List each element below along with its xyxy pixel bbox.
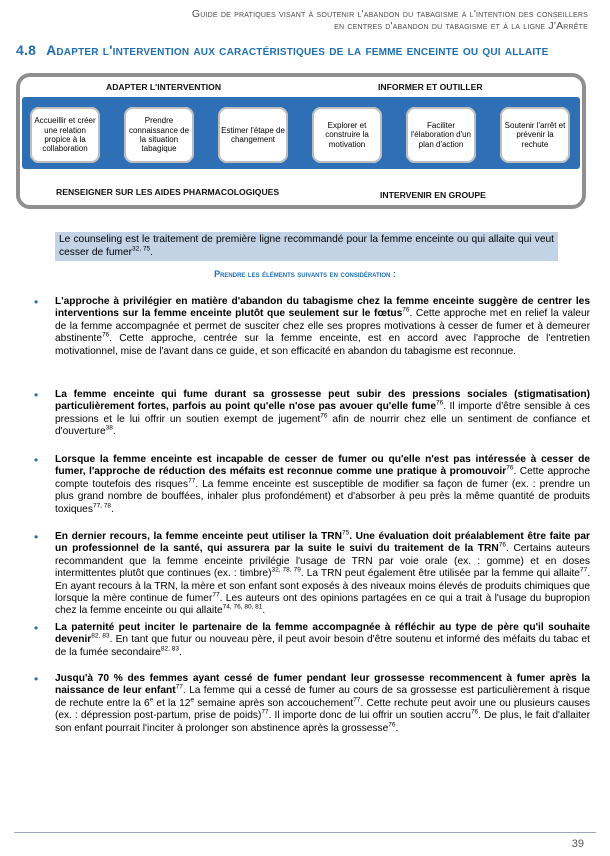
header-line-1: Guide de pratiques visant à soutenir l'abandon du tabagisme à l'intention des conseillers bbox=[191, 8, 588, 20]
consider-heading: Prendre les éléments suivants en considération : bbox=[214, 269, 396, 279]
diagram-step: Prendre connaissance de la situation tabagique bbox=[124, 107, 194, 163]
key-recommendation: Le counseling est le traitement de première ligne recommandé pour la femme enceinte ou qui allaite qui veut cesser de fumer$^{32, 75}$. bbox=[55, 232, 558, 261]
footer-rule bbox=[14, 832, 596, 833]
list-item: • Jusqu'à 70 % des femmes ayant cessé de fumer pendant leur grossesse recommencent à fumer après la naissance de leur enfant$^{77}$. La femme qui a cessé de fumer au cours de sa grossesse est particulièrement à risque de rechute entre la 6e et la 12e semaine après son accouchement$^{77}$. Cette rechute peut avoir une ou plusieurs causes (ex. : dépression post-partum, prise de poids)$^{77}$. Il importe donc de lui offrir un soutien accru$^{76}$. De plus, le fait d'allaiter son enfant pourrait l'inciter à prolonger son abstinence après la grossesse$^{76}$. bbox=[34, 672, 590, 734]
list-item: • La paternité peut inciter le partenaire de la femme accompagnée à réfléchir au type de père qu'il souhaite devenir$^{82, 83}$. En tant que futur ou nouveau père, il peut avoir besoin d'être soutenu et informé des méfaits du tabac et de la fumée secondaire$^{82, 83}$. bbox=[34, 621, 590, 658]
diagram-step: Faciliter l'élaboration d'un plan d'action bbox=[406, 107, 476, 163]
section-title bbox=[16, 42, 548, 58]
diagram-label-groupe: INTERVENIR EN GROUPE bbox=[380, 190, 486, 200]
bullet-icon: • bbox=[34, 295, 39, 309]
intervention-diagram bbox=[16, 73, 586, 209]
bullet-icon: • bbox=[34, 388, 39, 402]
diagram-step: Soutenir l'arrêt et prévenir la rechute bbox=[500, 107, 570, 163]
bullet-icon: • bbox=[34, 530, 39, 544]
diagram-label-adapter: ADAPTER L'INTERVENTION bbox=[106, 82, 222, 92]
diagram-label-informer: INFORMER ET OUTILLER bbox=[378, 82, 483, 92]
header-line-2: en centres d'abandon du tabagisme et à la ligne J'Arrête bbox=[334, 20, 588, 32]
diagram-step: Explorer et construire la motivation bbox=[312, 107, 382, 163]
bullet-icon: • bbox=[34, 453, 39, 467]
diagram-step: Accueillir et créer une relation propice à la collaboration bbox=[30, 107, 100, 163]
diagram-step: Estimer l'étape de changement bbox=[218, 107, 288, 163]
page-number: 39 bbox=[571, 838, 584, 850]
list-item: • En dernier recours, la femme enceinte peut utiliser la TRN$^{75}$. Une évaluation doit préalablement être faite par un professionnel de la santé, qui assurera par la suite le suivi du traitement de la TRN$^{76}$. Certains auteurs recommandent que la femme enceinte privilégie l'usage de TRN par voie orale (ex. : gomme) et en doses intermittentes plutôt que continues (ex. : timbre)$^{32, 78, 79}$. La TRN peut également être utilisée par la femme qui allaite$^{77}$. En ayant recours à la TRN, la mère et son enfant sont exposés à des niveaux moins élevés de produits chimiques que lorsque la mère continue de fumer$^{77}$. Les auteurs ont des opinions partagées en ce qui a trait à l'usage du bupropion chez la femme enceinte ou qui allaite$^{74, 76, 80, 81}$. bbox=[34, 529, 591, 617]
bullet-icon: • bbox=[34, 672, 39, 686]
section-number: 4.8 bbox=[16, 42, 37, 58]
list-item: • L'approche à privilégier en matière d'abandon du tabagisme chez la femme enceinte suggère de centrer les interventions sur la femme enceinte plutôt que seulement sur le fœtus$^{76}$. Cette approche met en relief la valeur de la femme accompagnée et permet de susciter chez elle ses propres motivations à cesser de fumer et à demeurer abstinente$^{76}$. Cette approche, centrée sur la femme enceinte, est en accord avec l'approche de l'entretien motivationnel, mise de l'avant dans ce guide, et son efficacité en abandon du tabagisme est reconnue. bbox=[34, 295, 591, 357]
bullet-icon: • bbox=[34, 621, 39, 635]
running-header bbox=[192, 8, 588, 32]
diagram-label-renseigner: RENSEIGNER SUR LES AIDES PHARMACOLOGIQUES bbox=[56, 187, 280, 197]
list-item: • La femme enceinte qui fume durant sa grossesse peut subir des pressions sociales (stigmatisation) particulièrement fortes, parfois au point qu'elle n'ose pas avouer qu'elle fume$^{76}$. Il importe d'être sensible à ces pressions et le lui offrir un soutien exempt de jugement$^{76}$ afin de nourrir chez elle un sentiment de confiance et d'ouverture$^{38}$. bbox=[34, 388, 590, 438]
list-item: • Lorsque la femme enceinte est incapable de cesser de fumer ou qu'elle n'est pas intéressée à cesser de fumer, l'approche de réduction des méfaits est reconnue comme une pratique à promouvoir$^{76}$. Cette approche compte toutefois des risques$^{77}$. La femme enceinte est susceptible de modifier sa façon de fumer (ex. : prendre un plus grand nombre de bouffées, inhaler plus profondément) et d'absorber à peu près la même quantité de produits toxiques$^{77, 78}$. bbox=[34, 453, 590, 515]
section-heading: Adapter l'intervention aux caractéristiques de la femme enceinte ou qui allaite bbox=[46, 42, 549, 58]
diagram-steps-band bbox=[22, 97, 580, 169]
